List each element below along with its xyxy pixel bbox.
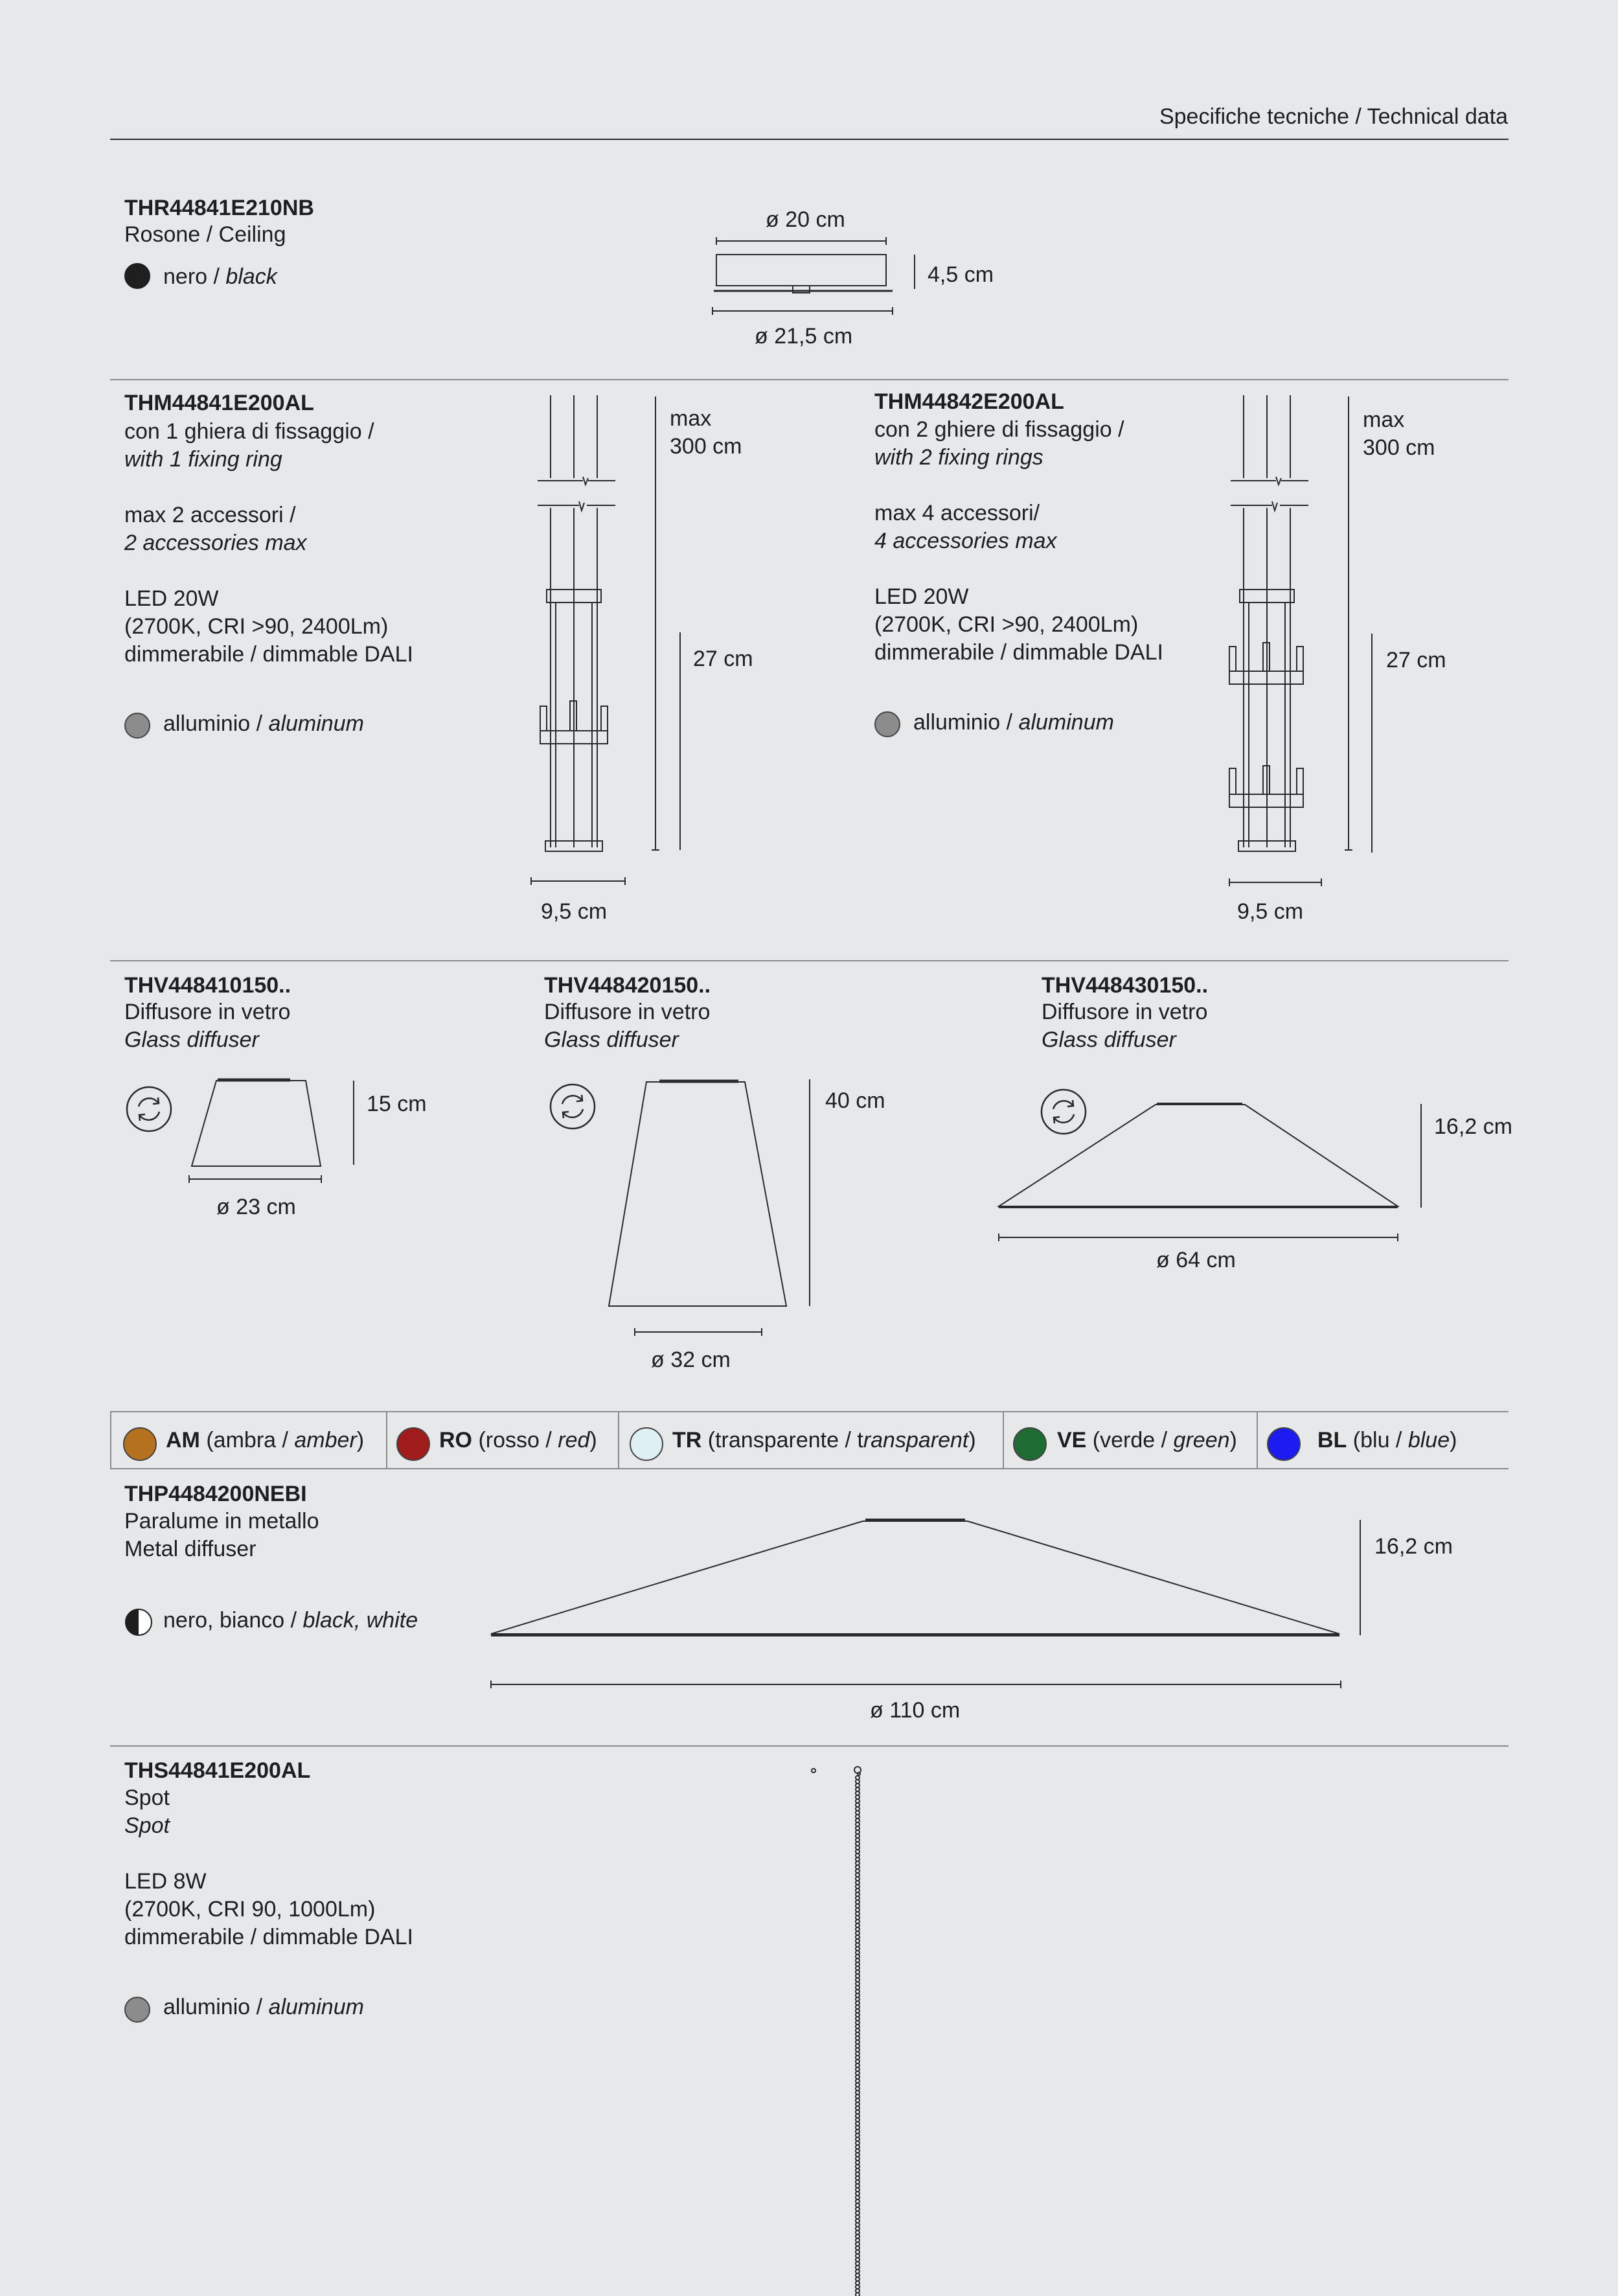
legend-en-prefix: t (857, 1428, 863, 1452)
product-code: THM44841E200AL (124, 391, 314, 415)
diffuser-name-en: Glass diffuser (544, 1027, 679, 1052)
diffuser-1-drawing (181, 1075, 389, 1199)
dim-bottom: ø 21,5 cm (755, 324, 853, 349)
spec-line: LED 20W (124, 586, 219, 611)
diffuser-name-it: Diffusore in vetro (544, 1000, 711, 1024)
dim-height: 16,2 cm (1374, 1534, 1453, 1559)
product-code: THV448430150.. (1042, 973, 1209, 998)
diffuser-name-it: Diffusore in vetro (1042, 1000, 1208, 1024)
swatch-amber (123, 1427, 157, 1461)
finish-en: black, white (302, 1608, 418, 1633)
product-code: THR44841E210NB (124, 196, 314, 220)
spec-line: max 4 accessori/ (874, 501, 1040, 525)
legend-it: verde (1100, 1428, 1156, 1452)
module-1-dim-lines (648, 394, 700, 860)
spec-line: con 2 ghiere di fissaggio / (874, 417, 1124, 442)
finish-swatch (124, 713, 150, 739)
finish-en: aluminum (268, 711, 364, 736)
legend-en-rest: ransparent (863, 1428, 969, 1452)
divider (110, 960, 1509, 961)
dim-height: 16,2 cm (1434, 1114, 1512, 1139)
legend-label: TR (transparente / transparent) (672, 1428, 976, 1452)
legend-it: transparente (715, 1428, 839, 1452)
spec-line: dimmerabile / dimmable DALI (124, 1925, 413, 1949)
spot-name-it: Spot (124, 1785, 170, 1810)
divider (110, 379, 1509, 380)
finish-it: alluminio (163, 1995, 251, 2019)
metal-diffuser-drawing (479, 1503, 1386, 1691)
dim-width: ø 23 cm (216, 1195, 296, 1219)
diffuser-name-en: Glass diffuser (124, 1027, 259, 1052)
page-header-title: Specifiche tecniche / Technical data (1159, 104, 1508, 129)
spec-line: 4 accessories max (874, 529, 1057, 553)
dim-width: ø 64 cm (1156, 1248, 1236, 1272)
spec-line: LED 20W (874, 584, 969, 609)
metal-name-en: Metal diffuser (124, 1537, 256, 1561)
legend-it: ambra (213, 1428, 277, 1452)
legend-red (387, 1412, 619, 1469)
dim-width: 9,5 cm (541, 899, 608, 924)
legend-en: blue (1407, 1428, 1450, 1452)
legend-it: blu (1360, 1428, 1390, 1452)
finish-label: alluminio / aluminum (163, 1995, 364, 2019)
dim-height: 27 cm (1386, 648, 1446, 672)
dim-height: 4,5 cm (928, 262, 994, 287)
product-code: THP4484200NEBI (124, 1482, 307, 1506)
diffuser-2-drawing (602, 1075, 810, 1348)
legend-transparent (619, 1412, 1004, 1469)
swatch-transparent (630, 1427, 663, 1461)
spec-line: con 1 ghiera di fissaggio / (124, 419, 374, 444)
legend-en: green (1173, 1428, 1230, 1452)
legend-code: RO (439, 1428, 472, 1452)
finish-en: aluminum (1018, 710, 1114, 735)
legend-code: BL (1317, 1428, 1347, 1452)
legend-code: AM (166, 1428, 200, 1452)
rotate-icon (124, 1085, 174, 1134)
legend-bottom-rule (110, 1468, 1509, 1469)
finish-swatch (124, 1997, 150, 2023)
spec-line: dimmerabile / dimmable DALI (874, 640, 1163, 665)
finish-it: alluminio (163, 711, 251, 736)
finish-en: black (225, 264, 277, 289)
finish-label: nero, bianco / black, white (163, 1608, 418, 1633)
spec-line: 2 accessories max (124, 531, 307, 555)
legend-amber (110, 1412, 387, 1469)
rotate-icon (548, 1082, 597, 1131)
diffuser-name-en: Glass diffuser (1042, 1027, 1176, 1052)
metal-name-it: Paralume in metallo (124, 1509, 319, 1533)
finish-it: nero (163, 264, 208, 289)
dim-max: max (1363, 408, 1405, 432)
swatch-red (396, 1427, 430, 1461)
legend-label: AM (ambra / amber) (166, 1428, 365, 1452)
spec-line: dimmerabile / dimmable DALI (124, 642, 413, 667)
finish-swatch (874, 711, 900, 737)
half-circle-swatch-icon (124, 1608, 153, 1636)
swatch-blue (1267, 1427, 1301, 1461)
product-code: THV448410150.. (124, 973, 291, 998)
finish-label: nero / black (163, 264, 277, 289)
finish-label: alluminio / aluminum (163, 711, 364, 736)
dim-max: max (670, 406, 712, 431)
spec-line: (2700K, CRI 90, 1000Lm) (124, 1897, 376, 1922)
dim-width: 9,5 cm (1237, 899, 1304, 924)
legend-code: VE (1057, 1428, 1087, 1452)
dim-max-val: 300 cm (1363, 435, 1435, 460)
dim-top: ø 20 cm (766, 207, 845, 232)
spec-line: max 2 accessori / (124, 503, 296, 527)
spot-name-en: Spot (124, 1813, 170, 1838)
legend-blue (1258, 1412, 1509, 1469)
legend-code: TR (672, 1428, 702, 1452)
spec-line: (2700K, CRI >90, 2400Lm) (874, 612, 1139, 637)
dim-width: ø 32 cm (651, 1348, 731, 1372)
spec-line: with 2 fixing rings (874, 445, 1043, 470)
spec-line: (2700K, CRI >90, 2400Lm) (124, 614, 389, 639)
diffuser-3-drawing (991, 1095, 1457, 1257)
product-code: THS44841E200AL (124, 1758, 311, 1783)
dim-max-val: 300 cm (670, 434, 742, 459)
dim-height: 15 cm (367, 1092, 427, 1116)
product-code: THV448420150.. (544, 973, 711, 998)
legend-it: rosso (485, 1428, 540, 1452)
legend-green (1004, 1412, 1258, 1469)
spot-drawing (790, 1756, 946, 2170)
legend-label: BL (blu / blue) (1317, 1428, 1457, 1452)
dim-width: ø 110 cm (870, 1698, 961, 1723)
finish-it: alluminio (913, 710, 1001, 735)
spec-line: with 1 fixing ring (124, 447, 282, 472)
finish-en: aluminum (268, 1995, 364, 2019)
divider (110, 1745, 1509, 1747)
diffuser-name-it: Diffusore in vetro (124, 1000, 291, 1024)
dim-height: 40 cm (825, 1088, 885, 1113)
module-2-dim-lines (1341, 394, 1393, 860)
legend-en: red (558, 1428, 590, 1452)
finish-swatch (124, 263, 150, 289)
legend-label: RO (rosso / red) (439, 1428, 597, 1452)
finish-it: nero, bianco (163, 1608, 285, 1633)
spec-line: LED 8W (124, 1869, 207, 1894)
swatch-green (1013, 1427, 1047, 1461)
legend-label: VE (verde / green) (1057, 1428, 1237, 1452)
dim-height: 27 cm (693, 647, 753, 671)
legend-en: amber (294, 1428, 357, 1452)
product-name: Rosone / Ceiling (124, 222, 286, 247)
product-code: THM44842E200AL (874, 389, 1064, 414)
header-rule (110, 139, 1509, 140)
finish-label: alluminio / aluminum (913, 710, 1114, 735)
